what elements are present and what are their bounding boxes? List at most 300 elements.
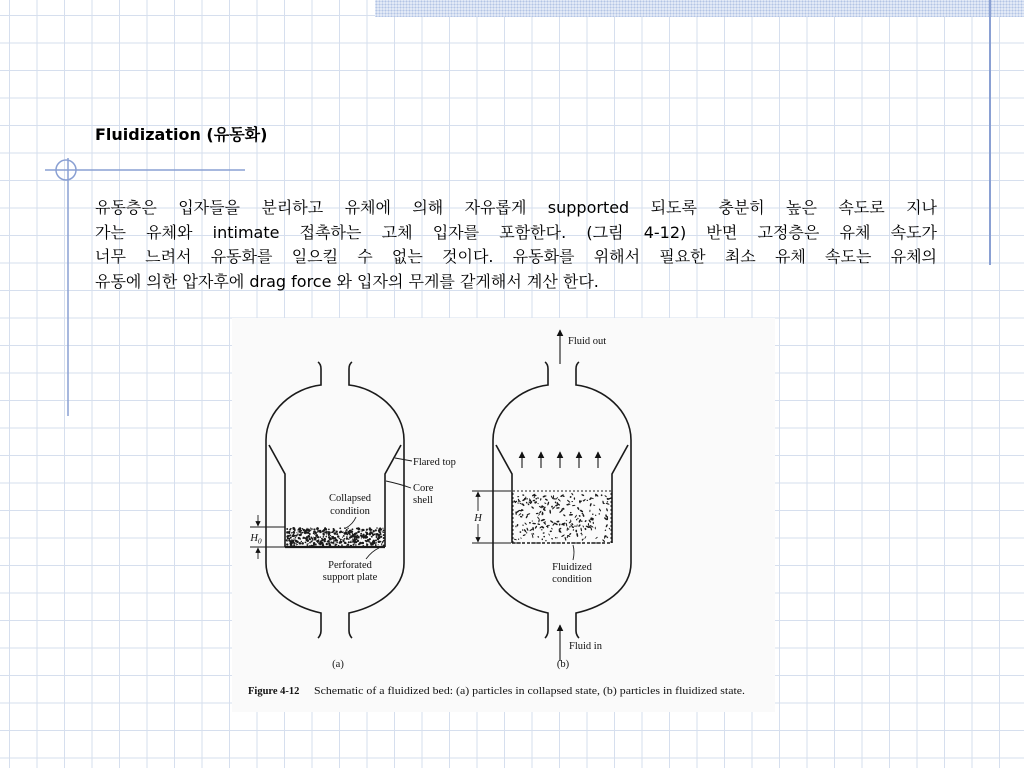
- particle: [334, 541, 335, 542]
- support-plate-label-line2: support plate: [322, 572, 378, 583]
- particle: [582, 514, 585, 518]
- particle: [339, 531, 341, 533]
- particle: [334, 543, 335, 544]
- particle: [604, 495, 607, 498]
- particle: [322, 539, 324, 541]
- particle: [293, 527, 295, 529]
- particle: [516, 524, 518, 527]
- particle: [304, 533, 305, 534]
- particle: [302, 537, 304, 539]
- particle: [287, 541, 288, 542]
- particle: [292, 545, 293, 546]
- particle: [289, 535, 290, 536]
- paragraph-line: 유동층은 입자들을 분리하고 유체에 의해 자유롭게 supported 되도록 충분히 높은 속도로 지나: [95, 198, 937, 217]
- particle: [541, 529, 543, 530]
- collapsed-condition-label-line2: condition: [330, 506, 370, 517]
- particle: [595, 537, 598, 540]
- particle: [305, 542, 307, 544]
- particle: [350, 545, 352, 547]
- particle: [293, 544, 295, 546]
- particle: [324, 538, 327, 541]
- h0-label-subscript: 0: [257, 536, 262, 546]
- particle: [376, 542, 377, 543]
- particle: [326, 534, 327, 535]
- particle: [347, 544, 349, 546]
- particle: [589, 503, 591, 507]
- particle: [288, 532, 290, 534]
- particle: [343, 535, 345, 537]
- particle: [378, 544, 379, 545]
- particle: [532, 527, 534, 531]
- particle: [592, 514, 593, 516]
- particle: [578, 524, 581, 527]
- particle: [588, 523, 589, 526]
- particle: [537, 497, 539, 498]
- particle: [327, 533, 328, 534]
- particle: [296, 532, 297, 533]
- particle: [361, 531, 362, 532]
- particle: [346, 529, 348, 531]
- particle: [523, 529, 526, 533]
- particle: [323, 536, 325, 538]
- particle: [572, 505, 576, 507]
- particle: [606, 501, 608, 503]
- particle: [522, 524, 524, 526]
- particle: [289, 543, 290, 544]
- particle: [358, 531, 360, 533]
- particle: [555, 537, 557, 539]
- particle: [325, 528, 327, 530]
- particle: [567, 499, 571, 503]
- header-band: [375, 0, 1024, 17]
- particle: [568, 528, 570, 530]
- particle: [301, 542, 304, 545]
- particle: [567, 527, 569, 531]
- particle: [589, 510, 590, 513]
- particle: [329, 544, 331, 546]
- particle: [578, 515, 581, 518]
- particle: [569, 526, 571, 528]
- particle: [366, 536, 368, 538]
- particle: [375, 533, 376, 534]
- particle: [382, 528, 383, 529]
- particle: [339, 527, 341, 529]
- particle: [592, 522, 594, 525]
- particle: [295, 537, 297, 539]
- particle: [558, 498, 561, 501]
- particle: [571, 501, 573, 502]
- particle: [383, 532, 384, 533]
- particle: [344, 532, 346, 534]
- particle: [293, 532, 295, 534]
- vessel-a-shell-left: [266, 362, 321, 638]
- particle: [369, 529, 371, 531]
- particle: [520, 537, 522, 539]
- particle: [353, 544, 355, 546]
- particle: [325, 536, 327, 538]
- particle: [350, 541, 352, 543]
- particle: [537, 536, 539, 538]
- particle: [529, 522, 531, 524]
- particle: [314, 534, 315, 535]
- particle: [289, 541, 290, 542]
- particle: [307, 528, 308, 529]
- caption-label: Figure 4-12: [248, 686, 300, 697]
- particle: [375, 529, 377, 531]
- particle: [526, 527, 528, 531]
- particle: [537, 523, 540, 525]
- particle: [380, 541, 382, 543]
- particle: [595, 494, 597, 497]
- particle: [332, 542, 334, 544]
- particle: [322, 544, 324, 546]
- particle: [576, 524, 577, 527]
- particle: [341, 544, 343, 546]
- particle: [342, 540, 344, 542]
- particle: [593, 505, 595, 506]
- particle: [538, 514, 540, 516]
- particle: [376, 533, 378, 535]
- particle: [581, 520, 583, 522]
- particle: [290, 528, 292, 530]
- particle: [569, 496, 572, 499]
- particle: [339, 542, 341, 544]
- particle: [373, 530, 375, 532]
- particle: [551, 538, 553, 540]
- h0-label-base: H: [250, 533, 258, 544]
- particle: [333, 529, 335, 531]
- particle: [375, 545, 377, 547]
- particle: [365, 535, 366, 536]
- particle: [316, 537, 317, 538]
- particle: [571, 493, 574, 496]
- particle: [609, 528, 611, 530]
- particle: [372, 532, 373, 533]
- slide-title: Fluidization (유동화): [95, 125, 268, 144]
- particle: [310, 527, 311, 528]
- particle: [342, 531, 343, 532]
- particle: [540, 498, 542, 501]
- particle: [318, 541, 319, 542]
- particle: [576, 519, 578, 521]
- particle: [323, 529, 325, 531]
- particle: [328, 531, 329, 532]
- particle: [556, 497, 559, 500]
- particle: [382, 541, 383, 542]
- particle: [303, 529, 305, 531]
- particle: [532, 520, 533, 521]
- particle: [362, 545, 364, 547]
- particle: [356, 539, 357, 540]
- particle: [326, 543, 327, 544]
- particle: [334, 532, 337, 535]
- particle: [322, 538, 323, 539]
- particle: [377, 538, 380, 541]
- particle: [337, 535, 339, 537]
- particle: [569, 514, 573, 516]
- particle: [312, 545, 313, 546]
- particle: [321, 532, 322, 533]
- core-shell-label-line1: Core: [413, 483, 434, 494]
- particle: [295, 535, 297, 537]
- particle: [360, 533, 362, 535]
- particle: [323, 533, 325, 535]
- particle: [355, 544, 357, 546]
- particle: [358, 528, 361, 531]
- particle: [595, 514, 597, 516]
- particle: [340, 539, 342, 541]
- particle: [349, 533, 351, 535]
- particle: [306, 539, 309, 542]
- particle: [580, 533, 582, 535]
- particle: [287, 540, 288, 541]
- particle: [347, 528, 348, 529]
- particle: [522, 529, 524, 531]
- particle: [572, 529, 574, 531]
- particle: [383, 530, 385, 532]
- particle: [538, 519, 540, 523]
- particle: [293, 538, 294, 539]
- particle: [338, 545, 340, 547]
- particle: [317, 537, 318, 538]
- h-label: H: [474, 513, 482, 524]
- particle: [371, 536, 372, 537]
- particle: [298, 537, 300, 539]
- particle: [348, 541, 350, 543]
- particle: [566, 523, 568, 527]
- panel-a-label: (a): [332, 659, 344, 670]
- particle: [360, 542, 362, 544]
- particle: [297, 533, 299, 535]
- particle: [352, 542, 353, 543]
- particle: [362, 534, 363, 535]
- particle: [336, 533, 338, 535]
- particle: [309, 542, 311, 544]
- particle: [315, 531, 316, 532]
- particle: [361, 529, 362, 530]
- fluid-in-label: Fluid in: [569, 641, 602, 652]
- particle: [570, 512, 572, 514]
- particle: [299, 527, 301, 529]
- particle: [352, 533, 354, 535]
- particle: [383, 537, 385, 539]
- particle: [366, 533, 369, 536]
- particle: [515, 526, 517, 528]
- particle: [554, 501, 556, 503]
- particle: [348, 532, 349, 533]
- particle: [559, 523, 561, 526]
- particle: [294, 531, 295, 532]
- particle: [545, 540, 547, 542]
- particle: [539, 510, 542, 514]
- particle: [580, 528, 582, 532]
- particle: [547, 501, 550, 505]
- particle: [566, 520, 568, 522]
- particle: [299, 542, 301, 544]
- particle: [366, 529, 368, 531]
- particle: [346, 545, 347, 546]
- particle: [535, 498, 537, 500]
- particle: [577, 518, 579, 520]
- particle: [306, 544, 308, 546]
- particle: [518, 513, 521, 516]
- particle: [350, 530, 351, 531]
- accent-circle: [56, 160, 76, 180]
- particle: [595, 527, 596, 530]
- particle: [321, 542, 323, 544]
- particle: [553, 495, 554, 499]
- particle: [311, 540, 313, 542]
- particle: [563, 514, 566, 517]
- fluidized-condition-label-line2: condition: [552, 574, 592, 585]
- particle: [336, 542, 338, 544]
- particle: [582, 525, 584, 528]
- particle: [526, 532, 528, 534]
- particle: [291, 532, 292, 533]
- particle: [321, 540, 322, 541]
- particle: [517, 496, 519, 497]
- particle: [311, 537, 313, 539]
- particle: [527, 513, 531, 515]
- particle: [532, 534, 534, 538]
- particle: [542, 532, 544, 534]
- particle: [526, 498, 528, 500]
- h0-label: [249, 533, 262, 546]
- particle: [550, 530, 552, 532]
- flared-top-label: Flared top: [413, 457, 456, 468]
- particle: [521, 503, 524, 507]
- particle: [286, 528, 288, 530]
- particle: [296, 541, 299, 544]
- particle: [532, 523, 536, 525]
- particle: [544, 502, 546, 504]
- particle: [536, 513, 539, 515]
- particle: [541, 538, 543, 540]
- particle: [356, 528, 358, 530]
- particle: [316, 527, 319, 530]
- particle: [354, 538, 356, 540]
- particle: [369, 533, 371, 535]
- particle: [358, 540, 359, 541]
- particle: [300, 532, 302, 534]
- particle: [329, 531, 331, 533]
- particle: [605, 524, 608, 528]
- particle: [352, 535, 353, 536]
- particle: [314, 528, 316, 530]
- paragraph-line: 가는 유체와 intimate 접촉하는 고체 입자를 포함한다. (그림 4-12) 반면 고정층은 유체 속도가: [95, 222, 937, 242]
- particle: [375, 539, 377, 541]
- particle: [543, 536, 545, 538]
- particle: [308, 543, 309, 544]
- particle: [288, 539, 290, 541]
- particle: [301, 541, 302, 542]
- particle: [355, 532, 357, 534]
- particle: [370, 542, 372, 544]
- particle: [369, 538, 371, 540]
- particle: [308, 537, 309, 538]
- particle: [352, 528, 354, 530]
- particle: [380, 528, 382, 530]
- particle: [381, 543, 382, 544]
- particle: [532, 500, 535, 502]
- particle: [379, 532, 381, 534]
- particle: [291, 539, 292, 540]
- particle: [313, 537, 314, 538]
- paragraph-line: 유동에 의한 압자후에 drag force 와 입자의 무게를 같게해서 계산 한다.: [95, 271, 599, 291]
- particle: [587, 500, 589, 501]
- particle: [352, 539, 353, 540]
- particle: [564, 537, 566, 541]
- particle: [525, 515, 528, 519]
- particle: [296, 543, 297, 544]
- particle: [326, 531, 328, 533]
- particle: [300, 539, 301, 540]
- particle: [520, 516, 523, 518]
- particle: [290, 537, 291, 538]
- particle: [344, 527, 346, 529]
- particle: [311, 528, 313, 530]
- particle: [599, 508, 602, 512]
- particle: [519, 502, 522, 505]
- particle: [561, 534, 565, 537]
- particle: [332, 536, 335, 539]
- collapsed-bed-particles: [286, 527, 385, 547]
- particle: [287, 535, 288, 536]
- particle: [548, 533, 550, 536]
- particle: [346, 537, 348, 539]
- caption-text: Schematic of a fluidized bed: (a) particles in collapsed state, (b) particles in fluidized state.: [314, 686, 745, 697]
- particle: [604, 529, 606, 531]
- particle: [342, 537, 343, 538]
- particle: [345, 530, 346, 531]
- particle: [591, 529, 592, 530]
- particle: [339, 538, 340, 539]
- fluidized-condition-label-line1: Fluidized: [552, 562, 592, 573]
- particle: [606, 503, 610, 505]
- particle: [320, 536, 321, 537]
- particle: [598, 513, 600, 515]
- core-shell-leader: [386, 481, 411, 488]
- particle: [330, 535, 331, 536]
- particle: [362, 542, 364, 544]
- particle: [376, 527, 378, 529]
- figure-4-12: [232, 318, 775, 712]
- particle: [361, 538, 362, 539]
- particle: [574, 497, 575, 500]
- particle: [307, 535, 309, 537]
- particle: [328, 529, 330, 531]
- particle: [556, 520, 559, 522]
- collapsed-condition-leader: [346, 517, 356, 528]
- particle: [292, 536, 293, 537]
- particle: [314, 538, 316, 540]
- particle: [323, 535, 324, 536]
- particle: [309, 545, 310, 546]
- panel-b-label: (b): [556, 659, 570, 670]
- particle: [307, 529, 308, 530]
- particle: [574, 525, 575, 527]
- particle: [317, 542, 318, 543]
- particle: [584, 520, 587, 523]
- particle: [545, 498, 549, 501]
- particle: [360, 534, 362, 536]
- particle: [327, 540, 329, 542]
- particle: [297, 544, 298, 545]
- particle: [336, 544, 338, 546]
- particle: [286, 543, 288, 545]
- particle: [550, 520, 554, 523]
- particle: [351, 540, 352, 541]
